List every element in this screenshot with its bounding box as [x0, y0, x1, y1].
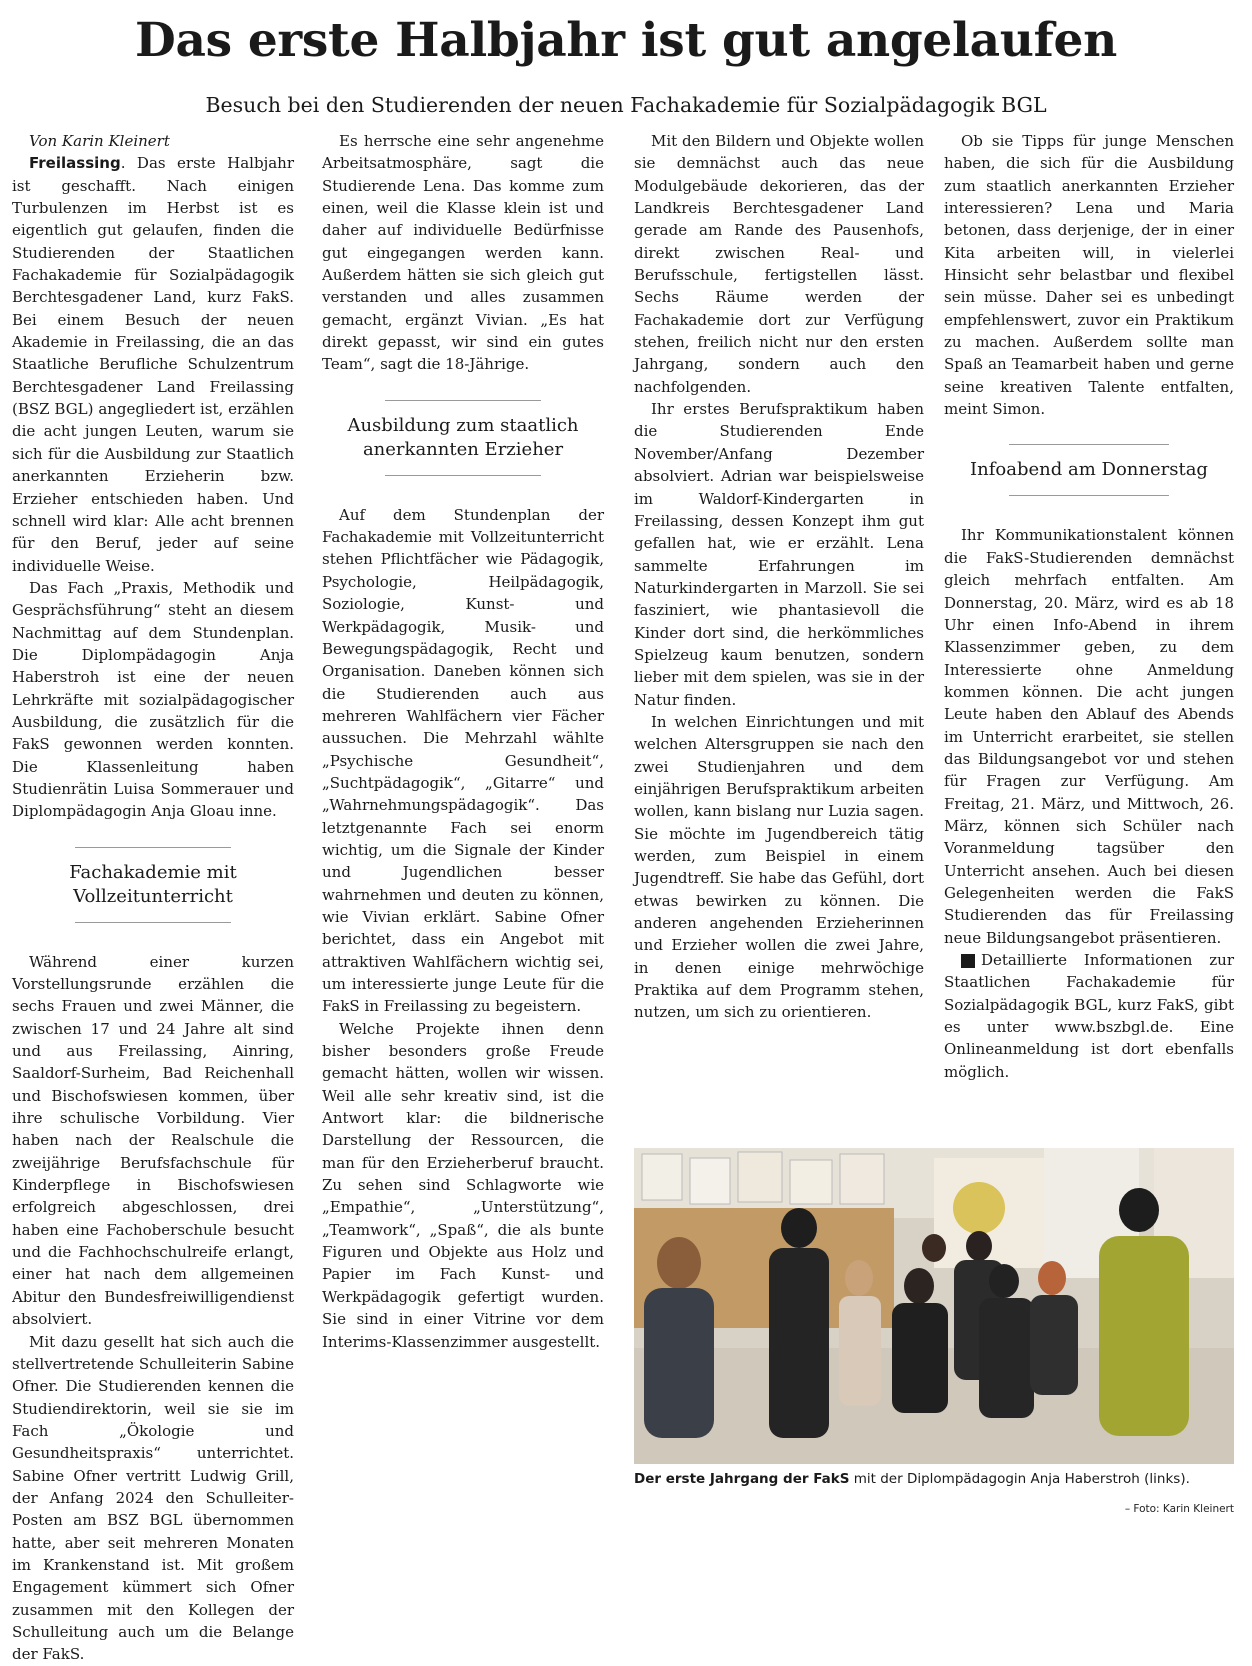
section-heading	[322, 400, 604, 476]
section-title: Infoabend am Donnerstag	[970, 459, 1208, 481]
divider	[385, 475, 540, 476]
subheadline: Besuch bei den Studierenden der neuen Fachakademie für Sozialpädagogik BGL	[205, 93, 1047, 117]
column-2	[322, 130, 604, 1353]
column-3	[634, 130, 924, 1024]
section-title: Fachakademie mit Vollzeitunterricht	[69, 861, 237, 907]
divider	[385, 400, 540, 401]
divider	[75, 847, 230, 848]
photo-credit: – Foto: Karin Kleinert	[1124, 1503, 1234, 1515]
paragraph: In welchen Einrichtungen und mit welchen Altersgruppen sie nach den zwei Studienjahren und dem einjährigen Berufspraktikum arbeiten wollen, kann bislang nur Luzia sagen. Sie möchte im Jugendbereich tätig werden, zum Beispiel in einem Jugendtreff. Sie habe das Gefühl, dort etwas bewirken zu können. Die anderen angehenden Erzieherinnen und Erzieher wollen die zwei Jahre, in denen einige mehrwöchige Praktika auf dem Programm stehen, nutzen, um sich zu orientieren.	[634, 712, 924, 1022]
divider	[75, 922, 230, 923]
headline: Das erste Halbjahr ist gut angelaufen	[134, 13, 1118, 68]
info-icon: i	[961, 954, 975, 968]
paragraph: Ob sie Tipps für junge Menschen haben, die sich für die Ausbildung zum staatlich anerkannten Erzieher interessieren? Lena und Maria betonen, dass derjenige, der in einer Kita arbeiten will, in vielerlei Hinsicht sehr belastbar und flexibel sein müsse. Daher sei es unbedingt empfehlenswert, zuvor ein Praktikum zu machen. Außerdem sollte man Spaß an Teamarbeit haben und gerne seine kreativen Talente entfalten, meint Simon.	[944, 132, 1234, 419]
dateline: Freilassing	[29, 154, 121, 173]
column-1	[12, 130, 294, 1666]
byline: Von Karin Kleinert	[29, 132, 170, 150]
divider	[1009, 444, 1169, 445]
paragraph: Auf dem Stundenplan der Fachakademie mit Vollzeitunterricht stehen Pflichtfächer wie Pädagogik, Psychologie, Heilpädagogik, Soziologie, Kunst- und Werkpädagogik, Musik- und Bewegungspädagogik, Recht und Organisation. Daneben können sich die Studierenden auch aus mehreren Wahlfächern vier Fächer aussuchen. Die Mehrzahl wählte „Psychische Gesundheit“, „Suchtpädagogik“, „Gitarre“ und „Wahrnehmungspädagogik“. Das letztgenannte Fach sei enorm wichtig, um die Signale der Kinder und Jugendlichen besser wahrnehmen und deuten zu können, wie Vivian erklärt. Sabine Ofner berichtet, dass ein Angebot mit attraktiven Wahlfächern wichtig sei, um interessierte junge Leute für die FakS in Freilassing zu begeistern.	[322, 505, 604, 1016]
caption-text: mit der Diplompädagogin Anja Haberstroh (links).	[849, 1471, 1190, 1487]
caption-bold: Der erste Jahrgang der FakS	[634, 1471, 850, 1487]
paragraph: Während einer kurzen Vorstellungsrunde erzählen die sechs Frauen und zwei Männer, die zwischen 17 und 24 Jahre alt sind und aus Freilassing, Ainring, Saaldorf-Surheim, Bad Reichenhall und Bischofswiesen kommen, über ihre schulische Vorbildung. Vier haben nach der Realschule die zweijährige Berufsfachschule für Kinderpflege in Bischofswiesen erfolgreich abgeschlossen, drei haben eine Fachoberschule besucht und die Fachhochschulreife erlangt, einer hat nach dem allgemeinen Abitur den Bundesfreiwilligendienst absolviert.	[12, 952, 294, 1329]
section-title: Ausbildung zum staatlich anerkannten Erzieher	[347, 414, 579, 460]
section-heading	[944, 444, 1234, 496]
paragraph: Ihr Kommunikationstalent können die FakS-Studierenden demnächst gleich mehrfach entfalten. Am Donnerstag, 20. März, wird es ab 18 Uhr einen Info-Abend in ihrem Klassenzimmer geben, zu dem Interessierte ohne Anmeldung kommen können. Die acht jungen Leute haben den Ablauf des Abends im Unterricht erarbeitet, sie stellen das Bildungsangebot vor und stehen für Fragen zur Verfügung. Am Freitag, 21. März, und Mittwoch, 26. März, können sich Schüler nach Voranmeldung tagsüber den Unterricht ansehen. Auch bei diesen Gelegenheiten werden die FakS Studierenden das für Freilassing neue Bildungsangebot präsentieren.	[944, 526, 1234, 947]
section-heading	[12, 847, 294, 923]
paragraph: Mit den Bildern und Objekte wollen sie demnächst auch das neue Modulgebäude dekorieren, das der Landkreis Berchtesgadener Land gerade am Rande des Pausenhofs, direkt zwischen Real- und Berufsschule, fertigstellen lässt. Sechs Räume werden der Fachakademie dort zur Verfügung stehen, freilich nicht nur den ersten Jahrgang, sondern auch den nachfolgenden.	[634, 132, 924, 396]
photo-caption	[634, 1470, 1234, 1489]
paragraph: Ihr erstes Berufspraktikum haben die Studierenden Ende November/Anfang Dezember absolviert. Adrian war beispielsweise im Waldorf-Kindergarten in Freilassing, dessen Konzept ihm gut gefallen hat, wie er erzählt. Lena sammelte Erfahrungen im Naturkindergarten in Marzoll. Sie sei fasziniert, wie phantasievoll die Kinder dort sind, die herkömmliches Spielzeug kaum benutzen, sondern lieber mit dem spielen, was sie in der Natur finden.	[634, 400, 924, 709]
info-box	[944, 949, 1234, 1083]
intro-paragraph	[12, 152, 294, 577]
intro-text: . Das erste Halbjahr ist geschafft. Nach einigen Turbulenzen im Herbst ist es eigentlich gut gelaufen, finden die Studierenden der Staatlichen Fachakademie für Sozialpädagogik Berchtesgadener Land, kurz FakS. Bei einem Besuch der neuen Akademie in Freilassing, die an das Staatliche Berufliche Schulzentrum Berchtesgadener Land Freilassing (BSZ BGL) angegliedert ist, erzählen die acht jungen Leuten, warum sie sich für die Ausbildung zur Staatlich anerkannten Erzieherin bzw. Erzieher entschieden haben. Und schnell wird klar: Alle acht brennen für den Beruf, jeder auf seine individuelle Weise.	[12, 154, 294, 575]
paragraph: Es herrsche eine sehr angenehme Arbeitsatmosphäre, sagt die Studierende Lena. Das komme zum einen, weil die Klasse klein ist und daher auf individuelle Bedürfnisse gut eingegangen werden kann. Außerdem hätten sie sich gleich gut verstanden und alles zusammen gemacht, ergänzt Vivian. „Es hat direkt gepasst, wir sind ein gutes Team“, sagt die 18-Jährige.	[322, 132, 604, 374]
paragraph: Das Fach „Praxis, Methodik und Gesprächsführung“ steht an diesem Nachmittag auf dem Stundenplan. Die Diplompädagogin Anja Haberstroh ist eine der neuen Lehrkräfte mit sozialpädagogischer Ausbildung, die zusätzlich für die FakS gewonnen werden konnten. Die Klassenleitung haben Studienrätin Luisa Sommerauer und Diplompädagogin Anja Gloau inne.	[12, 578, 294, 821]
divider	[1009, 495, 1169, 496]
paragraph: Mit dazu gesellt hat sich auch die stellvertretende Schulleiterin Sabine Ofner. Die Studierenden kennen die Studiendirektorin, weil sie sie im Fach „Ökologie und Gesundheitspraxis“ unterrichtet. Sabine Ofner vertritt Ludwig Grill, der Anfang 2024 den Schulleiter-Posten am BSZ BGL übernommen hatte, aber seit mehreren Monaten im Krankenstand ist. Mit großem Engagement kümmert sich Ofner zusammen mit den Kollegen der Schulleitung auch um die Belange der FakS.	[12, 1332, 294, 1664]
paragraph: Welche Projekte ihnen denn bisher besonders große Freude gemacht hätten, wollen wir wissen. Weil alle sehr kreativ sind, ist die Antwort klar: die bildnerische Darstellung der Ressourcen, die man für den Erzieherberuf braucht. Zu sehen sind Schlagworte wie „Empathie“, „Unterstützung“, „Teamwork“, „Spaß“, die als bunte Figuren und Objekte aus Holz und Papier im Fach Kunst- und Werkpädagogik gefertigt wurden. Sie sind in einer Vitrine vor dem Interims-Klassenzimmer ausgestellt.	[322, 1019, 604, 1351]
group-photo	[634, 1148, 1234, 1464]
column-4	[944, 130, 1234, 1083]
info-text: Detaillierte Informationen zur Staatlichen Fachakademie für Sozialpädagogik BGL, kurz FakS, gibt es unter www.bszbgl.de. Eine Onlineanmeldung ist dort ebenfalls möglich.	[944, 951, 1234, 1081]
group-photo-illustration	[634, 1148, 1234, 1464]
